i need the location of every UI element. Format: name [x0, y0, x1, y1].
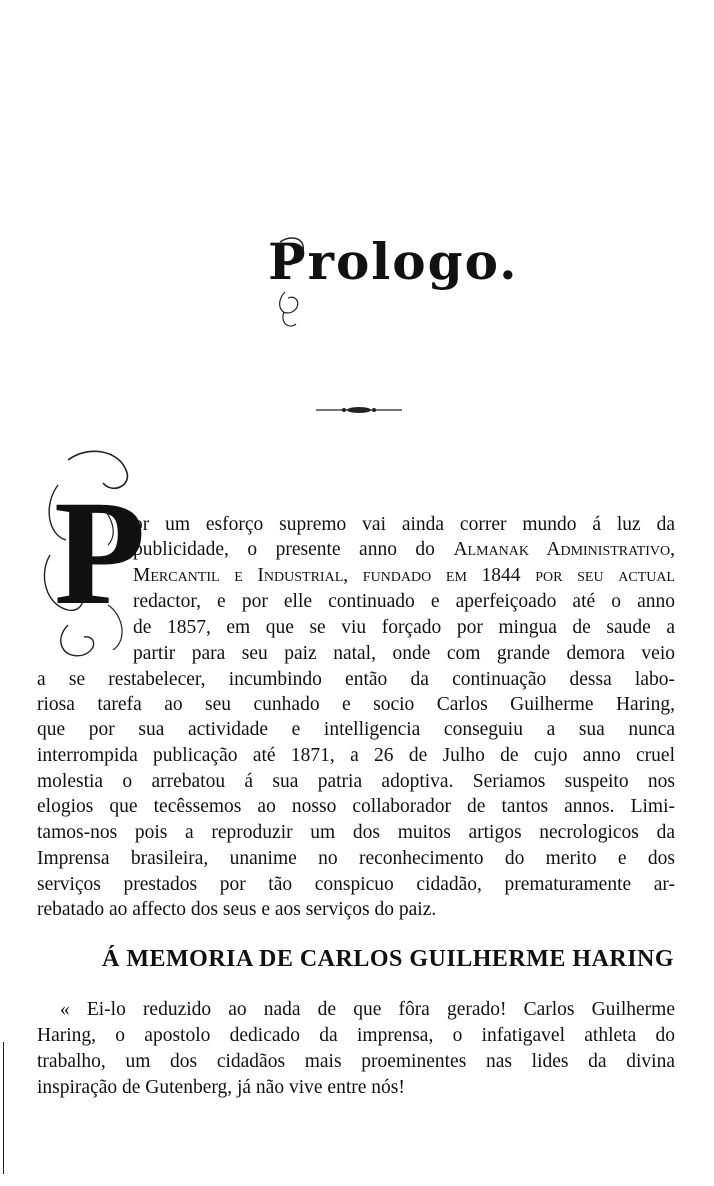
section-heading: Á MEMORIA DE CARLOS GUILHERME HARING: [102, 946, 675, 972]
paragraph-line: interrompida publicação até 1871, a 26 de Julho de cujo anno cruel: [37, 745, 675, 766]
paragraph-line: tamos-nos pois a reproduzir um dos muitos artigos necrologicos da: [37, 822, 675, 843]
paragraph-line-text: publicidade, o presente anno do: [133, 539, 435, 560]
paragraph-line: [133, 537, 675, 562]
paragraph-line: Imprensa brasileira, unanime no reconhecimento do merito e dos: [37, 848, 675, 869]
almanak-title: Almanak Administrativo,: [453, 539, 675, 560]
paragraph-line: que por sua actividade e intelligencia conseguiu a sua nunca: [37, 719, 675, 740]
paragraph-line: serviços prestados por tão conspicuo cidadão, prematuramente ar-: [37, 874, 675, 895]
margin-rule: [3, 1042, 4, 1174]
paragraph-line: rebatado ao affecto dos seus e aos serviços do paiz.: [37, 899, 437, 920]
paragraph-line: molestia o arrebatou á sua patria adoptiva. Seriamos suspeito nos: [37, 771, 675, 792]
quote-line: « Ei-lo reduzido ao nada de que fôra gerado! Carlos Guilherme: [60, 999, 675, 1020]
divider-ornament: [316, 404, 402, 416]
paragraph-line: a se restabelecer, incumbindo então da continuação dessa labo-: [37, 669, 675, 690]
paragraph-line: de 1857, em que se viu forçado por mingua de saude a: [133, 617, 675, 638]
paragraph-line: elogios que tecêssemos ao nosso collaborador de tantos annos. Limi-: [37, 796, 675, 817]
paragraph-line: or um esforço supremo vai ainda correr mundo á luz da: [133, 514, 675, 535]
paragraph-line: riosa tarefa ao seu cunhado e socio Carlos Guilherme Haring,: [37, 694, 675, 715]
paragraph-line: Mercantil e Industrial, fundado em 1844 por seu actual: [133, 565, 675, 586]
paragraph-line: redactor, e por elle continuado e aperfeiçoado até o anno: [133, 591, 675, 612]
quote-line: trabalho, um dos cidadãos mais proeminentes nas lides da divina: [37, 1051, 675, 1072]
drop-cap: P: [54, 470, 146, 636]
quote-line: inspiração de Gutenberg, já não vive entre nós!: [37, 1077, 405, 1098]
quote-line: Haring, o apostolo dedicado da imprensa, o infatigavel athleta do: [37, 1025, 675, 1046]
paragraph-line: partir para seu paiz natal, onde com grande demora veio: [133, 643, 675, 664]
page-title: Prologo.: [268, 232, 519, 291]
